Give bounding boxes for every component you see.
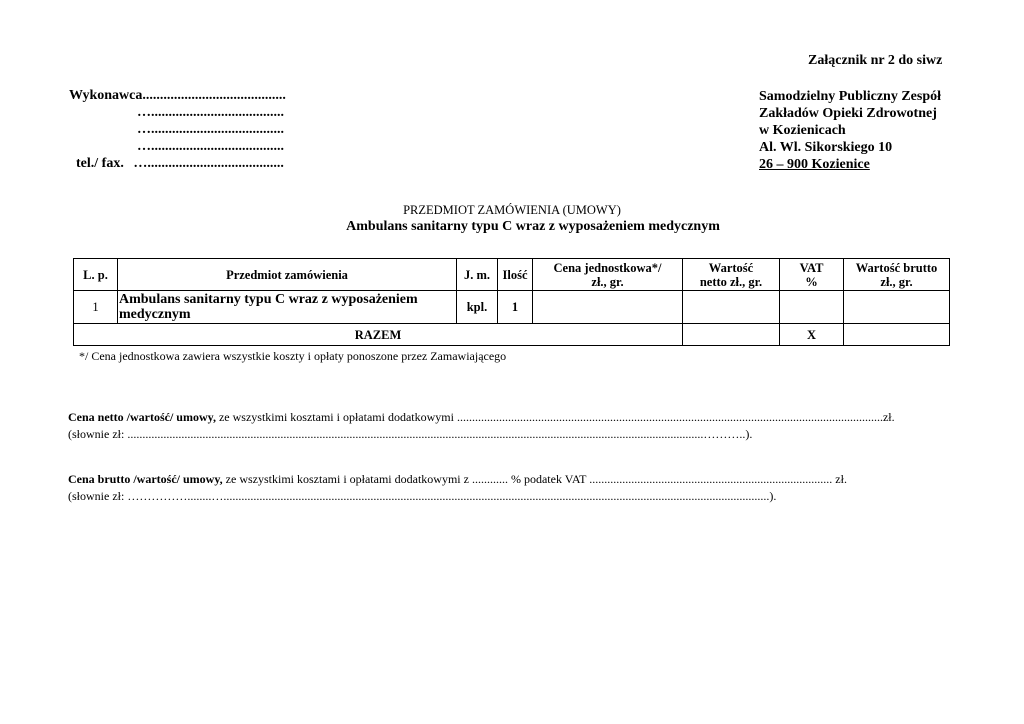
- net-price-label: Cena netto /wartość/ umowy,: [68, 410, 216, 424]
- total-label: RAZEM: [74, 324, 683, 346]
- contractor-line-4: …......................................: [137, 139, 284, 154]
- contractor-line-2: …......................................: [137, 105, 284, 120]
- net-price-line: [68, 410, 895, 425]
- net-price-words: (słownie zł: ................................................................................................................................................................................................………..).: [68, 427, 753, 441]
- header-lp: L. p.: [74, 259, 118, 291]
- header-net-line1: Wartość: [708, 260, 754, 275]
- subject-heading: PRZEDMIOT ZAMÓWIENIA (UMOWY): [403, 203, 621, 217]
- table-header-row: [74, 259, 950, 291]
- net-price-text: ze wszystkimi kosztami i opłatami dodatkowymi ..............................................................................................................................................zł.: [215, 410, 895, 424]
- row-item: Ambulans sanitarny typu C wraz z wyposażeniem medycznym: [118, 291, 457, 324]
- header-unit-price-line2: zł., gr.: [591, 274, 624, 289]
- contractor-label: [69, 88, 286, 104]
- header-unit-price-line1: Cena jednostkowa*/: [553, 260, 662, 275]
- recipient-line-3: w Kozienicach: [759, 123, 846, 138]
- header-net: [683, 259, 780, 291]
- recipient-line-2: Zakładów Opieki Zdrowotnej: [759, 106, 937, 121]
- row-gross[interactable]: [844, 291, 950, 324]
- gross-price-line: [68, 472, 847, 487]
- header-gross-line2: zł., gr.: [880, 274, 913, 289]
- header-vat-line1: VAT: [799, 260, 824, 275]
- row-vat[interactable]: [780, 291, 844, 324]
- table-total-row: [74, 324, 950, 346]
- row-qty: 1: [498, 291, 533, 324]
- header-vat-line2: %: [805, 274, 818, 289]
- header-gross: [844, 259, 950, 291]
- header-gross-line1: Wartość brutto: [855, 260, 938, 275]
- recipient-line-5: 26 – 900 Kozienice: [759, 157, 870, 172]
- header-unit-price: [533, 259, 683, 291]
- contractor-phone: [76, 156, 284, 172]
- total-gross[interactable]: [844, 324, 950, 346]
- gross-price-label: Cena brutto /wartość/ umowy,: [68, 472, 223, 486]
- total-vat: X: [780, 324, 844, 346]
- annex-label: Załącznik nr 2 do siwz: [808, 53, 943, 68]
- phone-label: tel./ fax.: [76, 156, 124, 171]
- table-row: [74, 291, 950, 324]
- header-qty: Ilość: [498, 259, 533, 291]
- footnote: */ Cena jednostkowa zawiera wszystkie koszty i opłaty ponoszone przez Zamawiającego: [79, 349, 507, 363]
- row-net[interactable]: [683, 291, 780, 324]
- row-lp: 1: [74, 291, 118, 324]
- order-table: [73, 258, 950, 346]
- recipient-line-4: Al. Wl. Sikorskiego 10: [759, 140, 893, 155]
- contractor-label-text: Wykonawca: [69, 88, 143, 103]
- contractor-dots: .........................................: [142, 88, 286, 103]
- header-item: Przedmiot zamówienia: [118, 259, 457, 291]
- total-net[interactable]: [683, 324, 780, 346]
- header-vat: [780, 259, 844, 291]
- gross-price-text: ze wszystkimi kosztami i opłatami dodatkowymi z ............ % podatek VAT ................................................................................. zł.: [222, 472, 847, 486]
- row-unit: kpl.: [457, 291, 498, 324]
- header-unit: J. m.: [457, 259, 498, 291]
- subject-title: Ambulans sanitarny typu C wraz z wyposażeniem medycznym: [346, 219, 720, 234]
- header-net-line2: netto zł., gr.: [699, 274, 763, 289]
- gross-price-words: (słownie zł: ……………........…......................................................................................................................................................................................).: [68, 489, 777, 503]
- row-unit-price[interactable]: [533, 291, 683, 324]
- phone-dots: ….......................................: [133, 156, 284, 171]
- recipient-line-1: Samodzielny Publiczny Zespół: [759, 89, 942, 104]
- contractor-line-3: …......................................: [137, 122, 284, 137]
